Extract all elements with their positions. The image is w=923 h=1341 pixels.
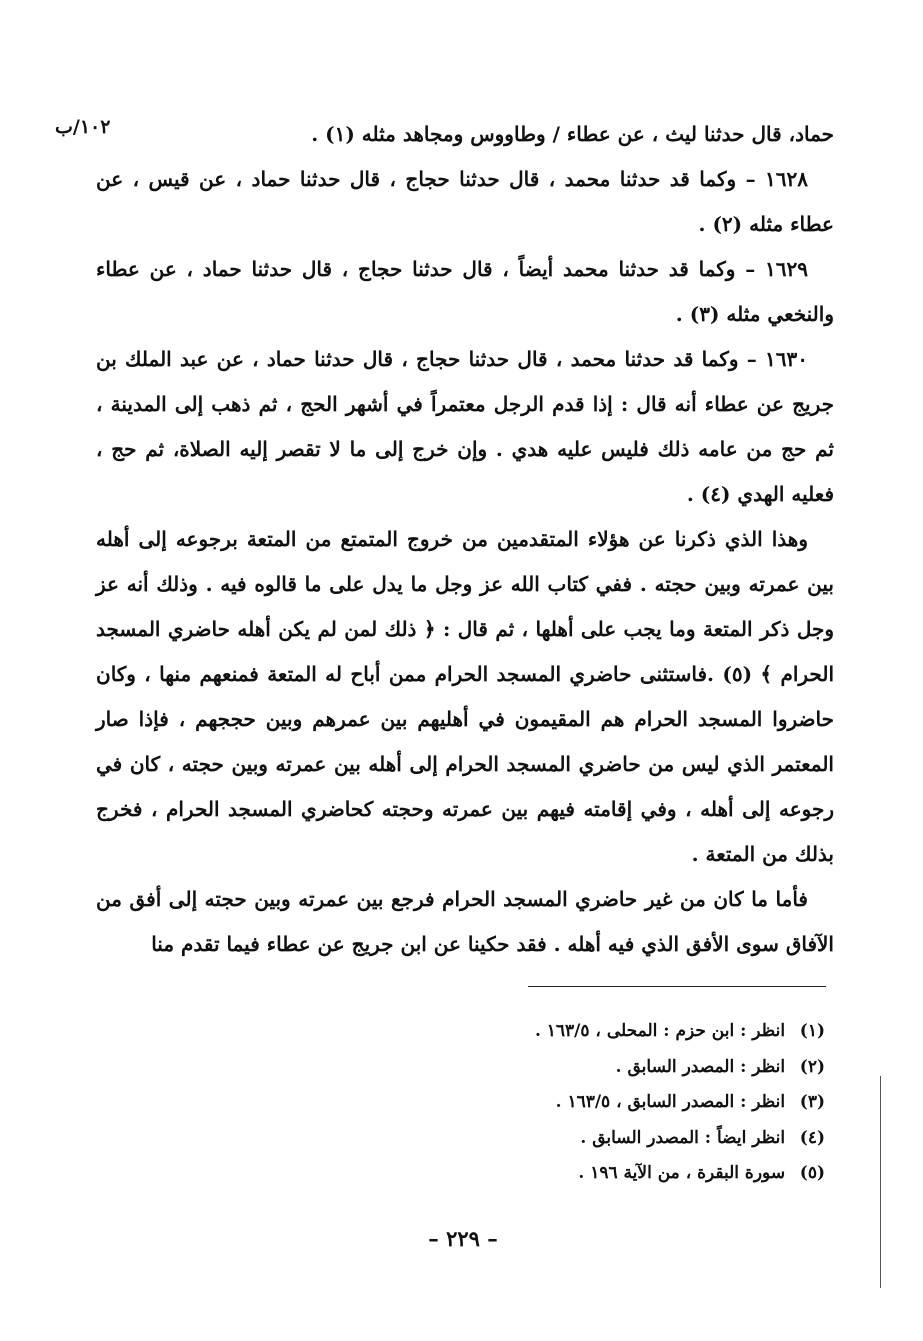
footnote-text: سورة البقرة ، من الآية ١٩٦ . — [578, 1163, 786, 1183]
footnote-number: (١) — [799, 1021, 825, 1041]
footnote-separator — [528, 986, 826, 987]
footnote-text: انظر ايضاً : المصدر السابق . — [580, 1127, 786, 1148]
paragraph: ١٦٢٨ – وكما قد حدثنا محمد ، قال حدثنا حجاج ، قال حدثنا حماد ، عن قيس ، عن عطاء مثله (٢) . — [96, 167, 834, 236]
folio-reference: ١٠٢/ب — [55, 116, 111, 138]
footnote-item — [535, 1085, 825, 1121]
footnote-number: (٥) — [799, 1163, 825, 1183]
footnote-text: انظر : ابن حزم : المحلى ، ١٦٣/٥ . — [534, 1021, 786, 1041]
footnote-number: (٢) — [799, 1056, 825, 1077]
footnote-item — [535, 1121, 825, 1157]
main-text — [96, 112, 834, 967]
scan-margin-line — [880, 1076, 881, 1288]
paragraph: ١٦٣٠ – وكما قد حدثنا محمد ، قال حدثنا حجاج ، قال حدثنا حماد ، عن عبد الملك بن جريج عن عطاء أنه قال : إذا قدم الرجل معتمراً في أشهر الحج ، ثم ذهب إلى المدينة ، ثم حج من عامه ذلك فليس عليه هدي . وإن خرج إلى ما لا تقصر إليه الصلاة، ثم حج ، فعليه الهدي (٤) . — [96, 347, 834, 506]
paragraph: وهذا الذي ذكرنا عن هؤلاء المتقدمين من خروج المتمتع من المتعة برجوعه إلى أهله بين عمرته وبين حجته . ففي كتاب الله عز وجل ما يدل على ما قالوه فيه . وذلك أنه عز وجل ذكر المتعة وما يجب على أهلها ، ثم قال : ﴿ ذلك لمن لم يكن أهله حاضري المسجد الحرام ﴾ (٥) .فاستثنى حاضري المسجد الحرام ممن أباح له المتعة فمنعهم منها ، وكان حاضروا المسجد الحرام هم المقيمون في أهليهم بين عمرهم وبين حججهم ، فإذا صار المعتمر الذي ليس من حاضري المسجد الحرام إلى أهله بين عمرته وبين حجته ، كان في رجوعه إلى أهله ، وفي إقامته فيهم بين عمرته وحجته كحاضري المسجد الحرام ، فخرج بذلك من المتعة . — [96, 527, 834, 866]
footnotes — [535, 1014, 825, 1192]
paragraph: حماد، قال حدثنا ليث ، عن عطاء / وطاووس ومجاهد مثله (١) . — [311, 122, 834, 146]
page-number: – ٢٢٩ – — [428, 1226, 498, 1251]
footnote-text: انظر : المصدر السابق ، ١٦٣/٥ . — [555, 1092, 786, 1112]
paragraph: فأما ما كان من غير حاضري المسجد الحرام فرجع بين عمرته وبين حجته إلى أفق من الآفاق سوى الأفق الذي فيه أهله . فقد حكينا عن ابن جريج عن عطاء فيما تقدم منا — [96, 887, 834, 956]
footnote-number: (٣) — [799, 1092, 825, 1112]
footnote-item — [535, 1156, 825, 1192]
footnote-number: (٤) — [799, 1127, 825, 1148]
footnote-item — [535, 1050, 825, 1086]
footnote-text: انظر : المصدر السابق . — [615, 1056, 786, 1077]
paragraph: ١٦٢٩ – وكما قد حدثنا محمد أيضاً ، قال حدثنا حجاج ، قال حدثنا حماد ، عن عطاء والنخعي مثله (٣) . — [96, 257, 834, 326]
footnote-item — [535, 1014, 825, 1050]
